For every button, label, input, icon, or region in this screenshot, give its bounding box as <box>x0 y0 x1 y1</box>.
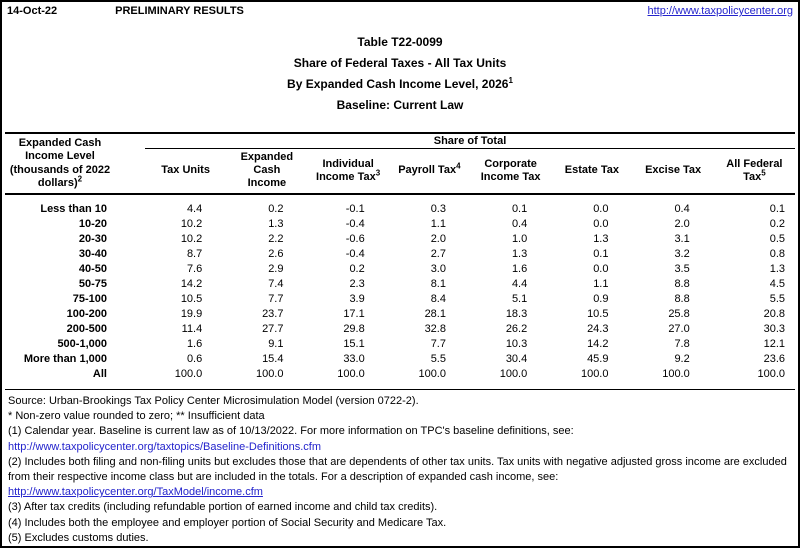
cell-value: 7.4 <box>268 278 284 290</box>
footnote-line <box>8 531 792 546</box>
cell-value: 0.0 <box>593 218 609 230</box>
table-row <box>5 232 795 247</box>
footnote-marker: 4 <box>456 161 461 171</box>
cell-value: 0.0 <box>593 203 609 215</box>
cell-value: 0.4 <box>674 203 690 215</box>
cell-value: 10.5 <box>587 308 609 320</box>
cell-value: 0.1 <box>593 248 609 260</box>
cell-value: 10.3 <box>505 338 528 350</box>
cell-value: 8.7 <box>186 248 203 260</box>
column-header-line: All Federal <box>726 157 783 170</box>
cell-value: 1.3 <box>593 233 609 245</box>
cell-value: 10.5 <box>180 293 203 305</box>
cell-value: 0.5 <box>769 233 786 245</box>
cell-value: 3.1 <box>674 233 690 245</box>
row-label: 100-200 <box>66 308 107 320</box>
cell-value: 3.0 <box>430 263 446 275</box>
cell-value: 0.2 <box>268 203 284 215</box>
footnote-text: (5) Excludes customs duties. <box>8 531 149 544</box>
column-header <box>714 148 795 194</box>
cell-value: 100.0 <box>662 368 690 380</box>
row-label: 40-50 <box>78 263 107 275</box>
table-row <box>5 247 795 262</box>
footnote-marker: 2 <box>77 174 83 184</box>
footnote-line <box>8 455 792 470</box>
cell-value: 0.0 <box>593 263 609 275</box>
income-level-header-line: Income Level <box>25 150 95 162</box>
cell-value: 7.6 <box>186 263 203 275</box>
cell-value: 100.0 <box>757 368 786 380</box>
cell-value: 45.9 <box>587 353 609 365</box>
cell-value: 2.6 <box>268 248 284 260</box>
column-header <box>145 148 226 194</box>
column-header-line: Tax$^5$ <box>743 168 766 183</box>
cell-value: 12.1 <box>763 338 786 350</box>
column-header-line: Excise Tax <box>645 164 702 177</box>
cell-value: 17.1 <box>343 308 365 320</box>
footnote-line <box>8 424 792 439</box>
footnote-text: from their respective income class but are included in the totals. For a description of expanded cash income, see: <box>8 471 559 484</box>
cell-value: 14.2 <box>180 278 203 290</box>
cell-value: 1.6 <box>186 338 203 350</box>
cell-value: 1.3 <box>511 248 528 260</box>
cell-value: 28.1 <box>424 308 446 320</box>
column-header <box>551 148 632 194</box>
cell-value: 0.2 <box>349 263 365 275</box>
cell-value: 18.3 <box>505 308 528 320</box>
column-header-line: Tax Units <box>161 164 210 177</box>
footnote-line <box>8 394 792 409</box>
footnote-link-line <box>8 440 792 455</box>
cell-value: 3.9 <box>349 293 365 305</box>
cell-value: 15.1 <box>343 338 365 350</box>
cell-value: 23.6 <box>763 353 786 365</box>
cell-value: 1.3 <box>769 263 786 275</box>
site-link[interactable]: http://www.taxpolicycenter.org <box>647 5 793 17</box>
cell-value: 0.6 <box>186 353 203 365</box>
footnote-marker: 3 <box>375 168 381 178</box>
tax-share-table <box>5 132 795 390</box>
cell-value: -0.4 <box>345 248 365 260</box>
column-header <box>307 148 388 194</box>
table-row <box>5 262 795 277</box>
title-block <box>2 32 798 116</box>
cell-value: 23.7 <box>262 308 284 320</box>
cell-value: 5.5 <box>430 353 446 365</box>
cell-value: 32.8 <box>424 323 446 335</box>
column-header-line: Income Tax$^3$ <box>316 168 381 183</box>
income-level-header-line: (thousands of 2022 <box>9 163 111 176</box>
cell-value: 2.0 <box>430 233 446 245</box>
footnote-text: (1) Calendar year. Baseline is current law as of 10/13/2022. For more information on TPC's baseline definitions, see: <box>8 425 574 438</box>
table-row <box>5 367 795 390</box>
cell-value: 8.1 <box>430 278 446 290</box>
table-row <box>5 322 795 337</box>
cell-value: 15.4 <box>262 353 284 365</box>
cell-value: 11.4 <box>181 323 203 335</box>
row-label: Less than 10 <box>40 203 107 215</box>
footnote-marker: 5 <box>761 168 766 178</box>
table-row <box>5 217 795 232</box>
cell-value: 1.0 <box>511 233 528 245</box>
table-row <box>5 277 795 292</box>
column-header-line: Estate Tax <box>564 164 619 177</box>
cell-value: 5.1 <box>511 293 528 305</box>
cell-value: 10.2 <box>180 218 203 230</box>
footnote-text: (3) After tax credits (including refundable portion of earned income and child tax credits). <box>8 501 438 514</box>
report-date: 14-Oct-22 <box>7 5 58 17</box>
cell-value: 4.4 <box>511 278 528 290</box>
cell-value: 0.8 <box>769 248 786 260</box>
cell-value: 26.2 <box>505 323 528 335</box>
cell-value: 27.7 <box>262 323 284 335</box>
footnote-line <box>8 409 792 424</box>
cell-value: 10.2 <box>180 233 203 245</box>
income-level-header-line: Expanded Cash <box>18 136 102 149</box>
cell-value: 7.7 <box>268 293 284 305</box>
row-label: 500-1,000 <box>57 338 107 350</box>
column-header-line: Payroll Tax$^4$ <box>398 161 461 177</box>
footnote-line <box>8 500 792 515</box>
table-number: Table T22-0099 <box>357 35 443 49</box>
column-header <box>226 148 307 194</box>
preliminary-label: PRELIMINARY RESULTS <box>115 5 244 17</box>
cell-value: 4.4 <box>186 203 203 215</box>
column-header-line: Income <box>247 177 287 190</box>
row-label: 75-100 <box>72 293 107 305</box>
cell-value: 100.0 <box>418 368 446 380</box>
table-row <box>5 337 795 352</box>
cell-value: 0.1 <box>769 203 786 215</box>
cell-value: 5.5 <box>769 293 786 305</box>
cell-value: 19.9 <box>180 308 203 320</box>
footnote-text: (2) Includes both filing and non-filing units but excludes those that are dependents of other tax units. Tax units with negative adjusted gross income are excluded <box>8 455 787 468</box>
cell-value: 3.2 <box>674 248 690 260</box>
cell-value: 14.2 <box>587 338 609 350</box>
cell-value: 0.2 <box>769 218 786 230</box>
cell-value: 29.8 <box>343 323 365 335</box>
cell-value: 2.0 <box>674 218 690 230</box>
column-header-line: Income Tax <box>480 170 541 183</box>
topbar <box>2 2 798 19</box>
income-level-header-line: dollars)$^2$ <box>37 174 83 189</box>
cell-value: 1.1 <box>430 218 446 230</box>
cell-value: -0.6 <box>345 233 365 245</box>
row-label: More than 1,000 <box>23 353 107 365</box>
cell-value: 1.6 <box>511 263 528 275</box>
cell-value: 8.8 <box>674 293 690 305</box>
table-row <box>5 292 795 307</box>
cell-value: 9.1 <box>268 338 284 350</box>
column-header <box>632 148 713 194</box>
row-label: All <box>92 368 107 380</box>
column-header <box>470 148 551 194</box>
row-label: 30-40 <box>78 248 107 260</box>
cell-value: 2.3 <box>349 278 365 290</box>
subtitle-text: By Expanded Cash Income Level, 2026 <box>287 77 509 91</box>
table-subtitle <box>2 74 798 95</box>
footnote-link[interactable]: http://www.taxpolicycenter.org/taxtopics/Baseline-Definitions.cfm <box>8 440 322 453</box>
column-header-line: Corporate <box>484 157 537 170</box>
cell-value: 33.0 <box>343 353 365 365</box>
cell-value: -0.1 <box>345 203 365 215</box>
cell-value: 7.7 <box>430 338 446 350</box>
footnotes <box>2 390 798 546</box>
cell-value: 0.9 <box>593 293 609 305</box>
cell-value: 1.1 <box>593 278 609 290</box>
cell-value: 4.5 <box>769 278 786 290</box>
table-row <box>5 194 795 217</box>
table-body <box>5 194 795 390</box>
baseline-label: Baseline: Current Law <box>336 98 464 112</box>
cell-value: 100.0 <box>337 368 365 380</box>
cell-value: 2.9 <box>268 263 284 275</box>
row-label: 10-20 <box>78 218 107 230</box>
table-title: Share of Federal Taxes - All Tax Units <box>293 56 507 70</box>
income-level-header <box>5 133 145 194</box>
footnote-text: * Non-zero value rounded to zero; ** Insufficient data <box>8 410 265 423</box>
cell-value: 25.8 <box>668 308 690 320</box>
column-header <box>389 148 470 194</box>
subtitle-footnote-marker: 1 <box>508 76 513 85</box>
cell-value: -0.4 <box>345 218 365 230</box>
row-label: 200-500 <box>66 323 107 335</box>
cell-value: 1.3 <box>268 218 284 230</box>
row-label: 20-30 <box>78 233 107 245</box>
footnote-line <box>8 516 792 531</box>
row-label: 50-75 <box>78 278 107 290</box>
cell-value: 9.2 <box>674 353 690 365</box>
footnote-line <box>8 470 792 485</box>
table-row <box>5 307 795 322</box>
cell-value: 0.3 <box>430 203 446 215</box>
share-of-total-header: Share of Total <box>145 133 795 148</box>
cell-value: 7.8 <box>674 338 690 350</box>
cell-value: 8.4 <box>430 293 446 305</box>
cell-value: 30.4 <box>505 353 528 365</box>
cell-value: 24.3 <box>587 323 609 335</box>
column-header-line: Individual <box>322 157 374 170</box>
footnote-text: (4) Includes both the employee and employer portion of Social Security and Medicare Tax. <box>8 516 447 529</box>
footnote-text: Source: Urban-Brookings Tax Policy Center Microsimulation Model (version 0722-2). <box>8 395 419 407</box>
cell-value: 0.1 <box>511 203 528 215</box>
cell-value: 100.0 <box>255 368 284 380</box>
cell-value: 0.4 <box>511 218 528 230</box>
cell-value: 100.0 <box>580 368 609 380</box>
column-header-line: Expanded Cash <box>240 151 294 177</box>
footnote-link-line <box>8 485 792 500</box>
cell-value: 20.8 <box>763 308 786 320</box>
cell-value: 2.2 <box>268 233 284 245</box>
table-row <box>5 352 795 367</box>
cell-value: 2.7 <box>430 248 446 260</box>
table-header <box>5 133 795 194</box>
cell-value: 27.0 <box>668 323 690 335</box>
cell-value: 100.0 <box>174 368 203 380</box>
cell-value: 8.8 <box>674 278 690 290</box>
cell-value: 100.0 <box>499 368 528 380</box>
cell-value: 3.5 <box>674 263 690 275</box>
footnote-link[interactable]: http://www.taxpolicycenter.org/TaxModel/income.cfm <box>8 486 263 499</box>
cell-value: 30.3 <box>763 323 786 335</box>
